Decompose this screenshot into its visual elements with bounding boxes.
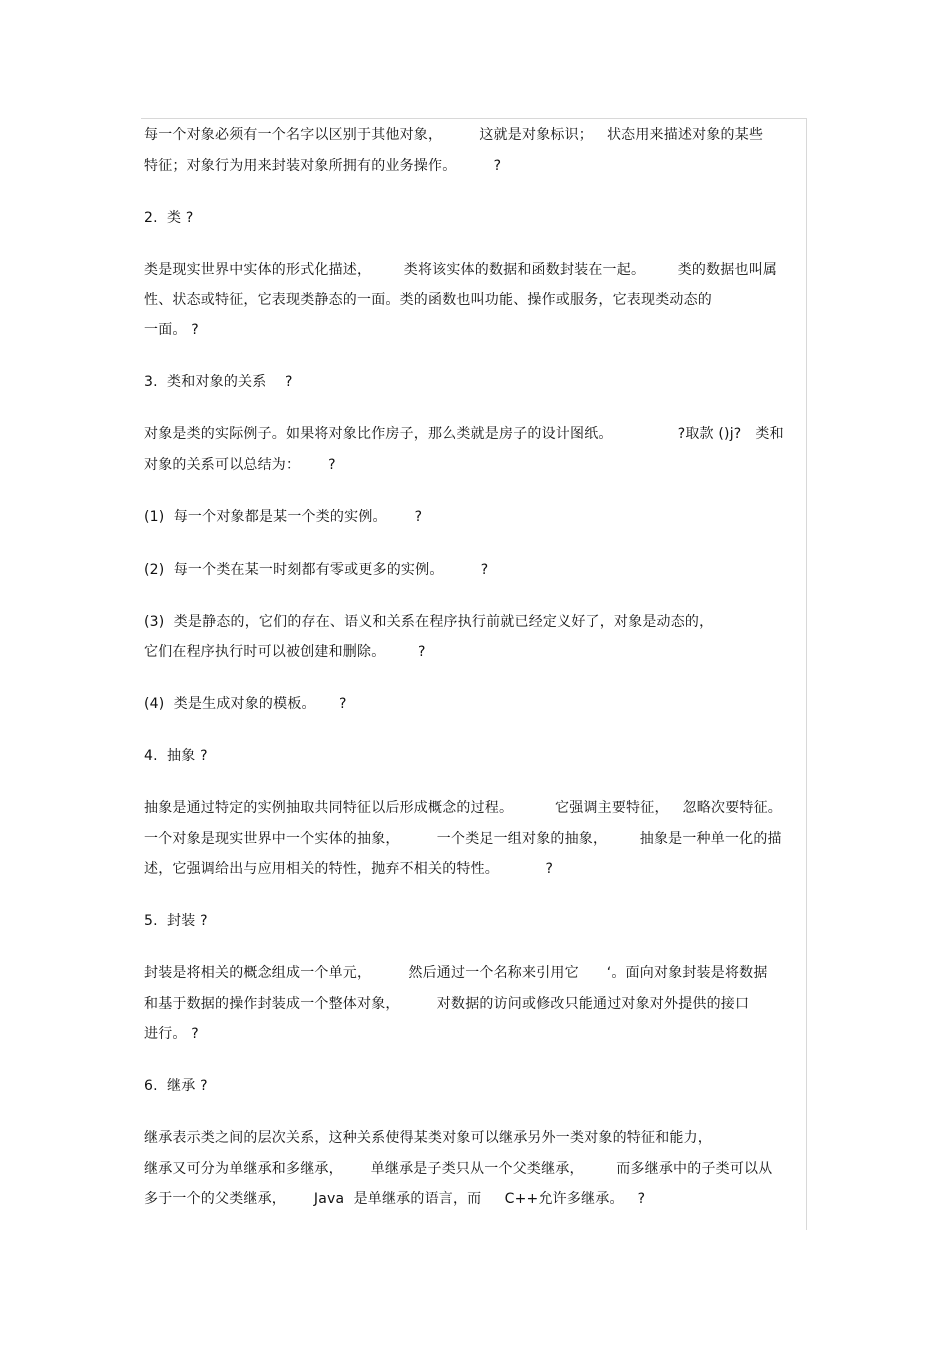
paragraph-line: 抽象是通过特定的实例抽取共同特征以后形成概念的过程。 它强调主要特征， 忽略次要特征。 <box>144 800 782 816</box>
paragraph-line: 每一个对象必须有一个名字以区别于其他对象， 这就是对象标识； 状态用来描述对象的某些 <box>144 127 764 143</box>
paragraph-line: 进行。 ? <box>144 1026 199 1042</box>
paragraph-line: 性、状态或特征，它表现类静态的一面。类的函数也叫功能、操作或服务，它表现类动态的 <box>144 292 712 308</box>
paragraph-line: 和基于数据的操作封装成一个整体对象， 对数据的访问或修改只能通过对象对外提供的接口 <box>144 996 750 1012</box>
list-item: (4) 类是生成对象的模板。 ? <box>144 696 347 712</box>
paragraph-line: 一个对象是现实世界中一个实体的抽象， 一个类足一组对象的抽象， 抽象是一种单一化的描 <box>144 831 782 847</box>
paragraph-line: 一面。 ? <box>144 322 199 338</box>
paragraph-line: 述，它强调给出与应用相关的特性，抛弃不相关的特性。 ? <box>144 861 554 877</box>
paragraph-line: 封装是将相关的概念组成一个单元， 然后通过一个名称来引用它 ‘。面向对象封装是将数据 <box>144 965 768 981</box>
paragraph-line: 对象的关系可以总结为： ? <box>144 457 336 473</box>
paragraph-line: 类是现实世界中实体的形式化描述， 类将该实体的数据和函数封装在一起。 类的数据也叫属 <box>144 262 778 278</box>
section-heading-inheritance: 6. 继承 ? <box>144 1078 208 1094</box>
section-heading-encapsulation: 5. 封装 ? <box>144 913 208 929</box>
paragraph-line: 继承表示类之间的层次关系，这种关系使得某类对象可以继承另外一类对象的特征和能力， <box>144 1130 712 1146</box>
list-item: (1) 每一个对象都是某一个类的实例。 ? <box>144 509 423 525</box>
paragraph-line: 特征；对象行为用来封装对象所拥有的业务操作。 ? <box>144 158 502 174</box>
list-item-continuation: 它们在程序执行时可以被创建和删除。 ? <box>144 644 426 660</box>
list-item: (3) 类是静态的，它们的存在、语义和关系在程序执行前就已经定义好了，对象是动态的， <box>144 614 714 630</box>
paragraph-line: 继承又可分为单继承和多继承， 单继承是子类只从一个父类继承， 而多继承中的子类可以从 <box>144 1161 773 1177</box>
page-frame <box>141 118 807 1230</box>
section-heading-abstraction: 4. 抽象 ? <box>144 748 208 764</box>
section-heading-class: 2. 类 ? <box>144 210 194 226</box>
paragraph-line: 多于一个的父类继承， Java 是单继承的语言，而 C++允许多继承。 ? <box>144 1191 646 1207</box>
list-item: (2) 每一个类在某一时刻都有零或更多的实例。 ? <box>144 562 489 578</box>
section-heading-class-object-relation: 3. 类和对象的关系 ? <box>144 374 293 390</box>
paragraph-line: 对象是类的实际例子。如果将对象比作房子，那么类就是房子的设计图纸。 ?取款 ()j? 类和 <box>144 426 784 442</box>
